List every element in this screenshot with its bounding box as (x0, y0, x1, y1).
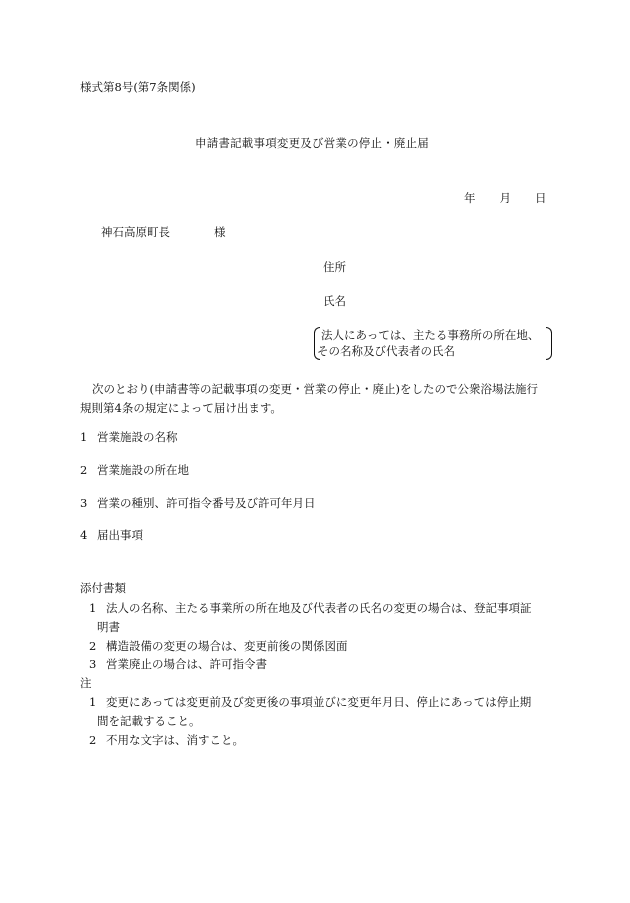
list-item (80, 530, 143, 542)
note-number: 2 (89, 733, 97, 747)
item-text: 届出事項 (97, 528, 143, 542)
recipient-name: 神石高原町長 (101, 225, 170, 239)
recipient (101, 227, 226, 239)
right-bracket (546, 327, 552, 360)
attachment-item (89, 641, 348, 653)
attachment-text: 営業廃止の場合は、許可指令書 (106, 657, 267, 671)
attachment-item (89, 603, 532, 615)
note-number: 1 (89, 695, 97, 709)
item-number: 4 (80, 528, 88, 542)
body-line1: 次のとおり(申請書等の記載事項の変更・営業の停止・廃止)をしたので公衆浴場法施行 (92, 382, 538, 396)
date-line (464, 193, 547, 205)
note-text-continued: 間を記載すること。 (97, 714, 201, 728)
date-month-label: 月 (499, 191, 511, 205)
note-item (89, 735, 244, 747)
name-label: 氏名 (323, 294, 346, 308)
form-number: 様式第8号(第7条関係) (80, 80, 196, 94)
attachment-number: 3 (89, 657, 97, 671)
item-text: 営業の種別、許可指令番号及び許可年月日 (97, 496, 316, 510)
list-item (80, 465, 189, 477)
attachment-text: 構造設備の変更の場合は、変更前後の関係図面 (106, 639, 348, 653)
date-day-label: 日 (535, 191, 547, 205)
note-item (89, 697, 531, 709)
attachment-text-continued: 明書 (97, 620, 120, 634)
notes-heading: 注 (80, 676, 92, 690)
corporation-note-line1: 法人にあっては、主たる事務所の所在地、 (321, 328, 540, 342)
item-text: 営業施設の所在地 (97, 463, 189, 477)
item-number: 2 (80, 463, 88, 477)
list-item (80, 498, 316, 510)
note-text: 不用な文字は、消すこと。 (106, 733, 244, 747)
attachment-number: 2 (89, 639, 97, 653)
item-text: 営業施設の名称 (97, 430, 178, 444)
corporation-note-line2: その名称及び代表者の氏名 (317, 344, 455, 358)
item-number: 1 (80, 430, 88, 444)
recipient-honorific: 様 (214, 225, 226, 239)
date-year-label: 年 (464, 191, 476, 205)
list-item (80, 432, 178, 444)
body-line2: 規則第4条の規定によって届け出ます。 (80, 401, 282, 415)
attachment-item (89, 659, 267, 671)
corporation-note-bracket (314, 327, 552, 359)
document-title: 申請書記載事項変更及び営業の停止・廃止届 (195, 136, 429, 150)
attachment-number: 1 (89, 601, 97, 615)
attachments-heading: 添付書類 (80, 581, 126, 595)
body-paragraph (80, 380, 550, 418)
note-text: 変更にあっては変更前及び変更後の事項並びに変更年月日、停止にあっては停止期 (106, 695, 532, 709)
item-number: 3 (80, 496, 88, 510)
attachment-text: 法人の名称、主たる事業所の所在地及び代表者の氏名の変更の場合は、登記事項証 (106, 601, 532, 615)
address-label: 住所 (323, 260, 346, 274)
